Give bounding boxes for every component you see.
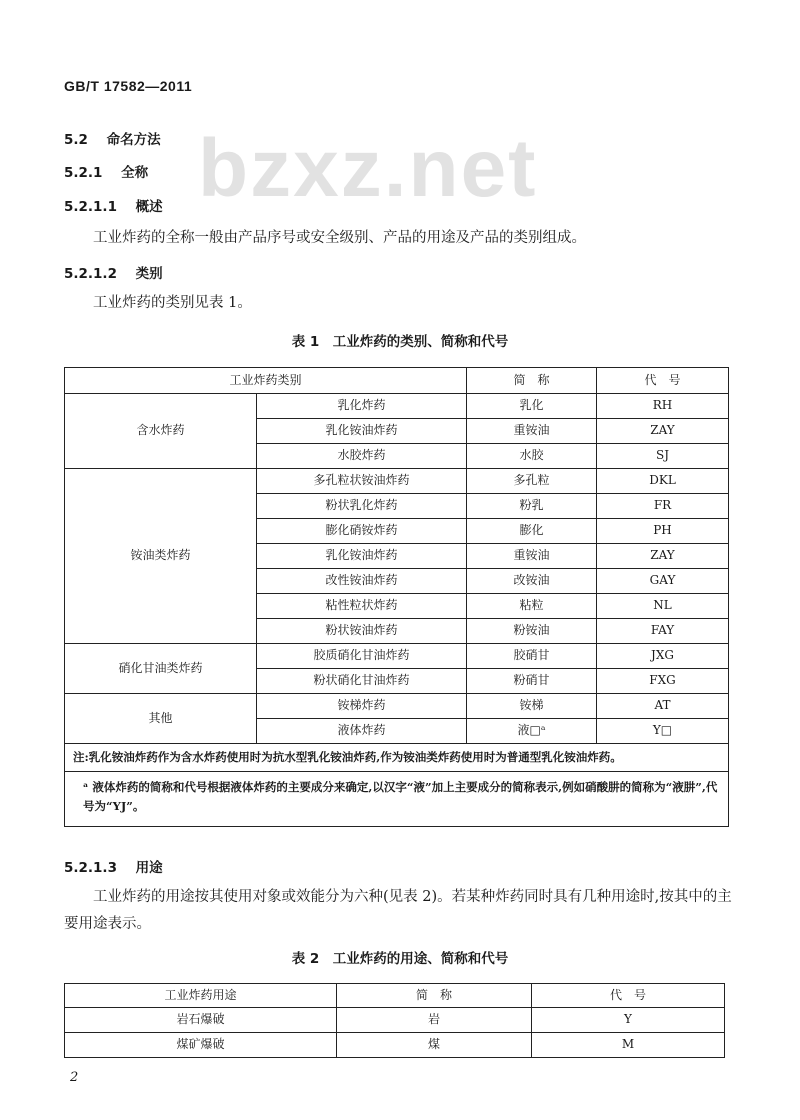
paragraph-category: 工业炸药的类别见表 1。	[93, 295, 252, 311]
explosive-type: 多孔粒状铵油炸药	[257, 469, 467, 494]
explosive-type: 改性铵油炸药	[257, 569, 467, 594]
section-number: 5.2.1	[64, 165, 103, 181]
table-row	[65, 644, 729, 669]
explosive-abbr: 粉乳	[467, 494, 597, 519]
standard-number: GB/T 17582—2011	[64, 78, 193, 94]
explosive-type: 水胶炸药	[257, 444, 467, 469]
explosive-code: Y□	[597, 719, 729, 744]
watermark: bzxz.net	[198, 123, 538, 214]
explosive-type: 铵梯炸药	[257, 694, 467, 719]
explosive-abbr: 液□ᵃ	[467, 719, 597, 744]
usage-code: M	[532, 1033, 725, 1058]
section-number: 5.2	[64, 132, 88, 148]
explosive-type: 乳化炸药	[257, 394, 467, 419]
table-row	[65, 1008, 725, 1033]
page-number: 2	[70, 1070, 79, 1085]
explosive-abbr: 改铵油	[467, 569, 597, 594]
group-label: 铵油类炸药	[65, 469, 257, 644]
explosive-code: AT	[597, 694, 729, 719]
usage-abbr: 岩	[337, 1008, 532, 1033]
table1-note-row	[65, 744, 729, 772]
table1-footnote-row	[65, 772, 729, 827]
section-title: 全称	[121, 165, 149, 181]
table-row	[65, 1033, 725, 1058]
section-title: 命名方法	[106, 132, 161, 148]
explosive-code: SJ	[597, 444, 729, 469]
section-number: 5.2.1.1	[64, 199, 117, 215]
explosive-type: 膨化硝铵炸药	[257, 519, 467, 544]
explosive-code: FR	[597, 494, 729, 519]
explosive-type: 乳化铵油炸药	[257, 419, 467, 444]
table2-caption: 表 2 工业炸药的用途、简称和代号	[291, 951, 509, 967]
paragraph-usage: 工业炸药的用途按其使用对象或效能分为六种(见表 2)。若某种炸药同时具有几种用途时,按其中的主要用途表示。	[64, 889, 732, 932]
explosive-code: FAY	[597, 619, 729, 644]
explosive-abbr: 多孔粒	[467, 469, 597, 494]
explosive-code: GAY	[597, 569, 729, 594]
table-row	[65, 394, 729, 419]
table-row	[65, 469, 729, 494]
explosive-type: 液体炸药	[257, 719, 467, 744]
group-label: 其他	[65, 694, 257, 744]
table2-header-usage: 工业炸药用途	[65, 984, 337, 1008]
explosive-type: 粘性粒状炸药	[257, 594, 467, 619]
explosive-abbr: 乳化	[467, 394, 597, 419]
explosive-type: 胶质硝化甘油炸药	[257, 644, 467, 669]
usage-code: Y	[532, 1008, 725, 1033]
group-label: 含水炸药	[65, 394, 257, 469]
explosive-code: ZAY	[597, 419, 729, 444]
table1-header-category: 工业炸药类别	[65, 368, 467, 394]
explosive-abbr: 胶硝甘	[467, 644, 597, 669]
section-5-2-1	[64, 161, 148, 181]
table-row	[65, 694, 729, 719]
explosive-code: NL	[597, 594, 729, 619]
section-5-2	[64, 128, 161, 148]
explosive-abbr: 粉硝甘	[467, 669, 597, 694]
section-5-2-1-1	[64, 195, 163, 215]
explosive-abbr: 粘粒	[467, 594, 597, 619]
explosive-type: 粉状硝化甘油炸药	[257, 669, 467, 694]
usage-name: 煤矿爆破	[65, 1033, 337, 1058]
table2	[64, 983, 725, 1058]
table1-header-code: 代 号	[597, 368, 729, 394]
table1	[64, 367, 729, 827]
explosive-type: 乳化铵油炸药	[257, 544, 467, 569]
table2-header-code: 代 号	[532, 984, 725, 1008]
table1-caption: 表 1 工业炸药的类别、简称和代号	[291, 334, 509, 350]
explosive-abbr: 膨化	[467, 519, 597, 544]
explosive-code: JXG	[597, 644, 729, 669]
paragraph-overview: 工业炸药的全称一般由产品序号或安全级别、产品的用途及产品的类别组成。	[93, 230, 586, 246]
explosive-abbr: 铵梯	[467, 694, 597, 719]
section-5-2-1-3	[64, 856, 163, 876]
usage-abbr: 煤	[337, 1033, 532, 1058]
explosive-code: RH	[597, 394, 729, 419]
section-title: 用途	[135, 860, 163, 876]
explosive-abbr: 重铵油	[467, 419, 597, 444]
explosive-abbr: 重铵油	[467, 544, 597, 569]
table1-footnote: ᵃ 液体炸药的简称和代号根据液体炸药的主要成分来确定,以汉字“液”加上主要成分的简称表示,例如硝酸肼的简称为“液肼”,代号为“YJ”。	[65, 772, 729, 827]
section-number: 5.2.1.2	[64, 266, 117, 282]
table1-header-abbr: 简 称	[467, 368, 597, 394]
explosive-code: FXG	[597, 669, 729, 694]
section-5-2-1-2	[64, 262, 163, 282]
section-title: 概述	[135, 199, 163, 215]
table2-header-abbr: 简 称	[337, 984, 532, 1008]
explosive-code: PH	[597, 519, 729, 544]
explosive-type: 粉状铵油炸药	[257, 619, 467, 644]
section-number: 5.2.1.3	[64, 860, 117, 876]
section-title: 类别	[135, 266, 163, 282]
usage-name: 岩石爆破	[65, 1008, 337, 1033]
explosive-type: 粉状乳化炸药	[257, 494, 467, 519]
table1-note: 注:乳化铵油炸药作为含水炸药使用时为抗水型乳化铵油炸药,作为铵油类炸药使用时为普通型乳化铵油炸药。	[65, 744, 729, 772]
explosive-code: DKL	[597, 469, 729, 494]
explosive-abbr: 粉铵油	[467, 619, 597, 644]
group-label: 硝化甘油类炸药	[65, 644, 257, 694]
explosive-code: ZAY	[597, 544, 729, 569]
explosive-abbr: 水胶	[467, 444, 597, 469]
